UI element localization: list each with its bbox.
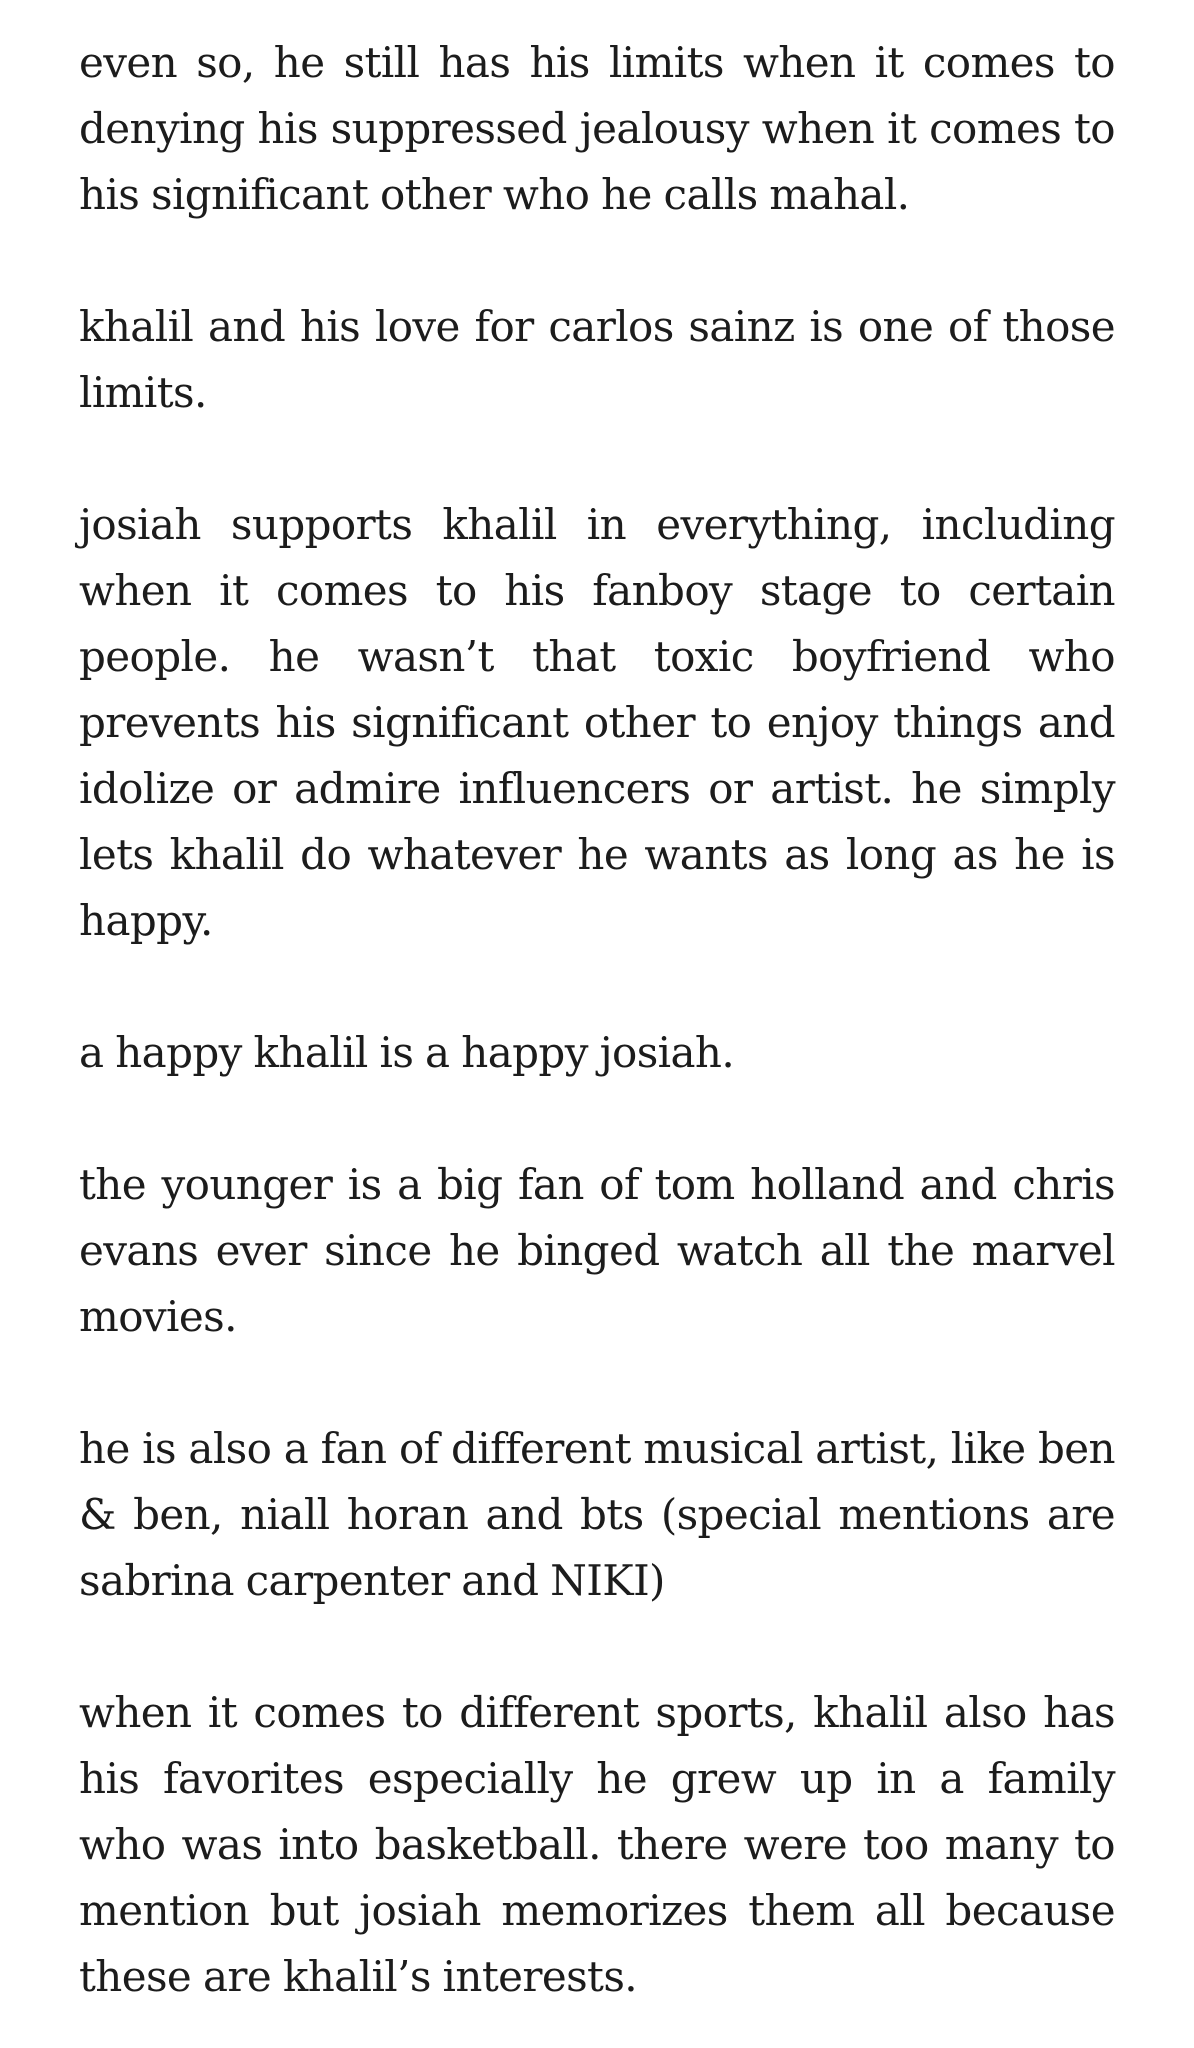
paragraph: even so, he still has his limits when it comes to denying his suppressed jealousy when it comes to his significant other who he calls mahal. <box>79 38 1115 219</box>
article-body <box>79 30 1115 2010</box>
paragraph: he is also a fan of different musical artist, like ben & ben, niall horan and bts (special mentions are sabrina carpenter and NIKI) <box>79 1424 1115 1605</box>
paragraph: when it comes to different sports, khalil also has his favorites especially he grew up in a family who was into basketball. there were too many to mention but josiah memorizes them all because these are khalil’s interests. <box>79 1688 1115 2001</box>
paragraph: a happy khalil is a happy josiah. <box>79 1028 735 1077</box>
paragraph: the younger is a big fan of tom holland and chris evans ever since he binged watch all the marvel movies. <box>79 1160 1115 1341</box>
paragraph: khalil and his love for carlos sainz is one of those limits. <box>79 302 1115 417</box>
paragraph: josiah supports khalil in everything, including when it comes to his fanboy stage to certain people. he wasn’t that toxic boyfriend who prevents his significant other to enjoy things and idolize or admire influencers or artist. he simply lets khalil do whatever he wants as long as he is happy. <box>79 500 1115 945</box>
